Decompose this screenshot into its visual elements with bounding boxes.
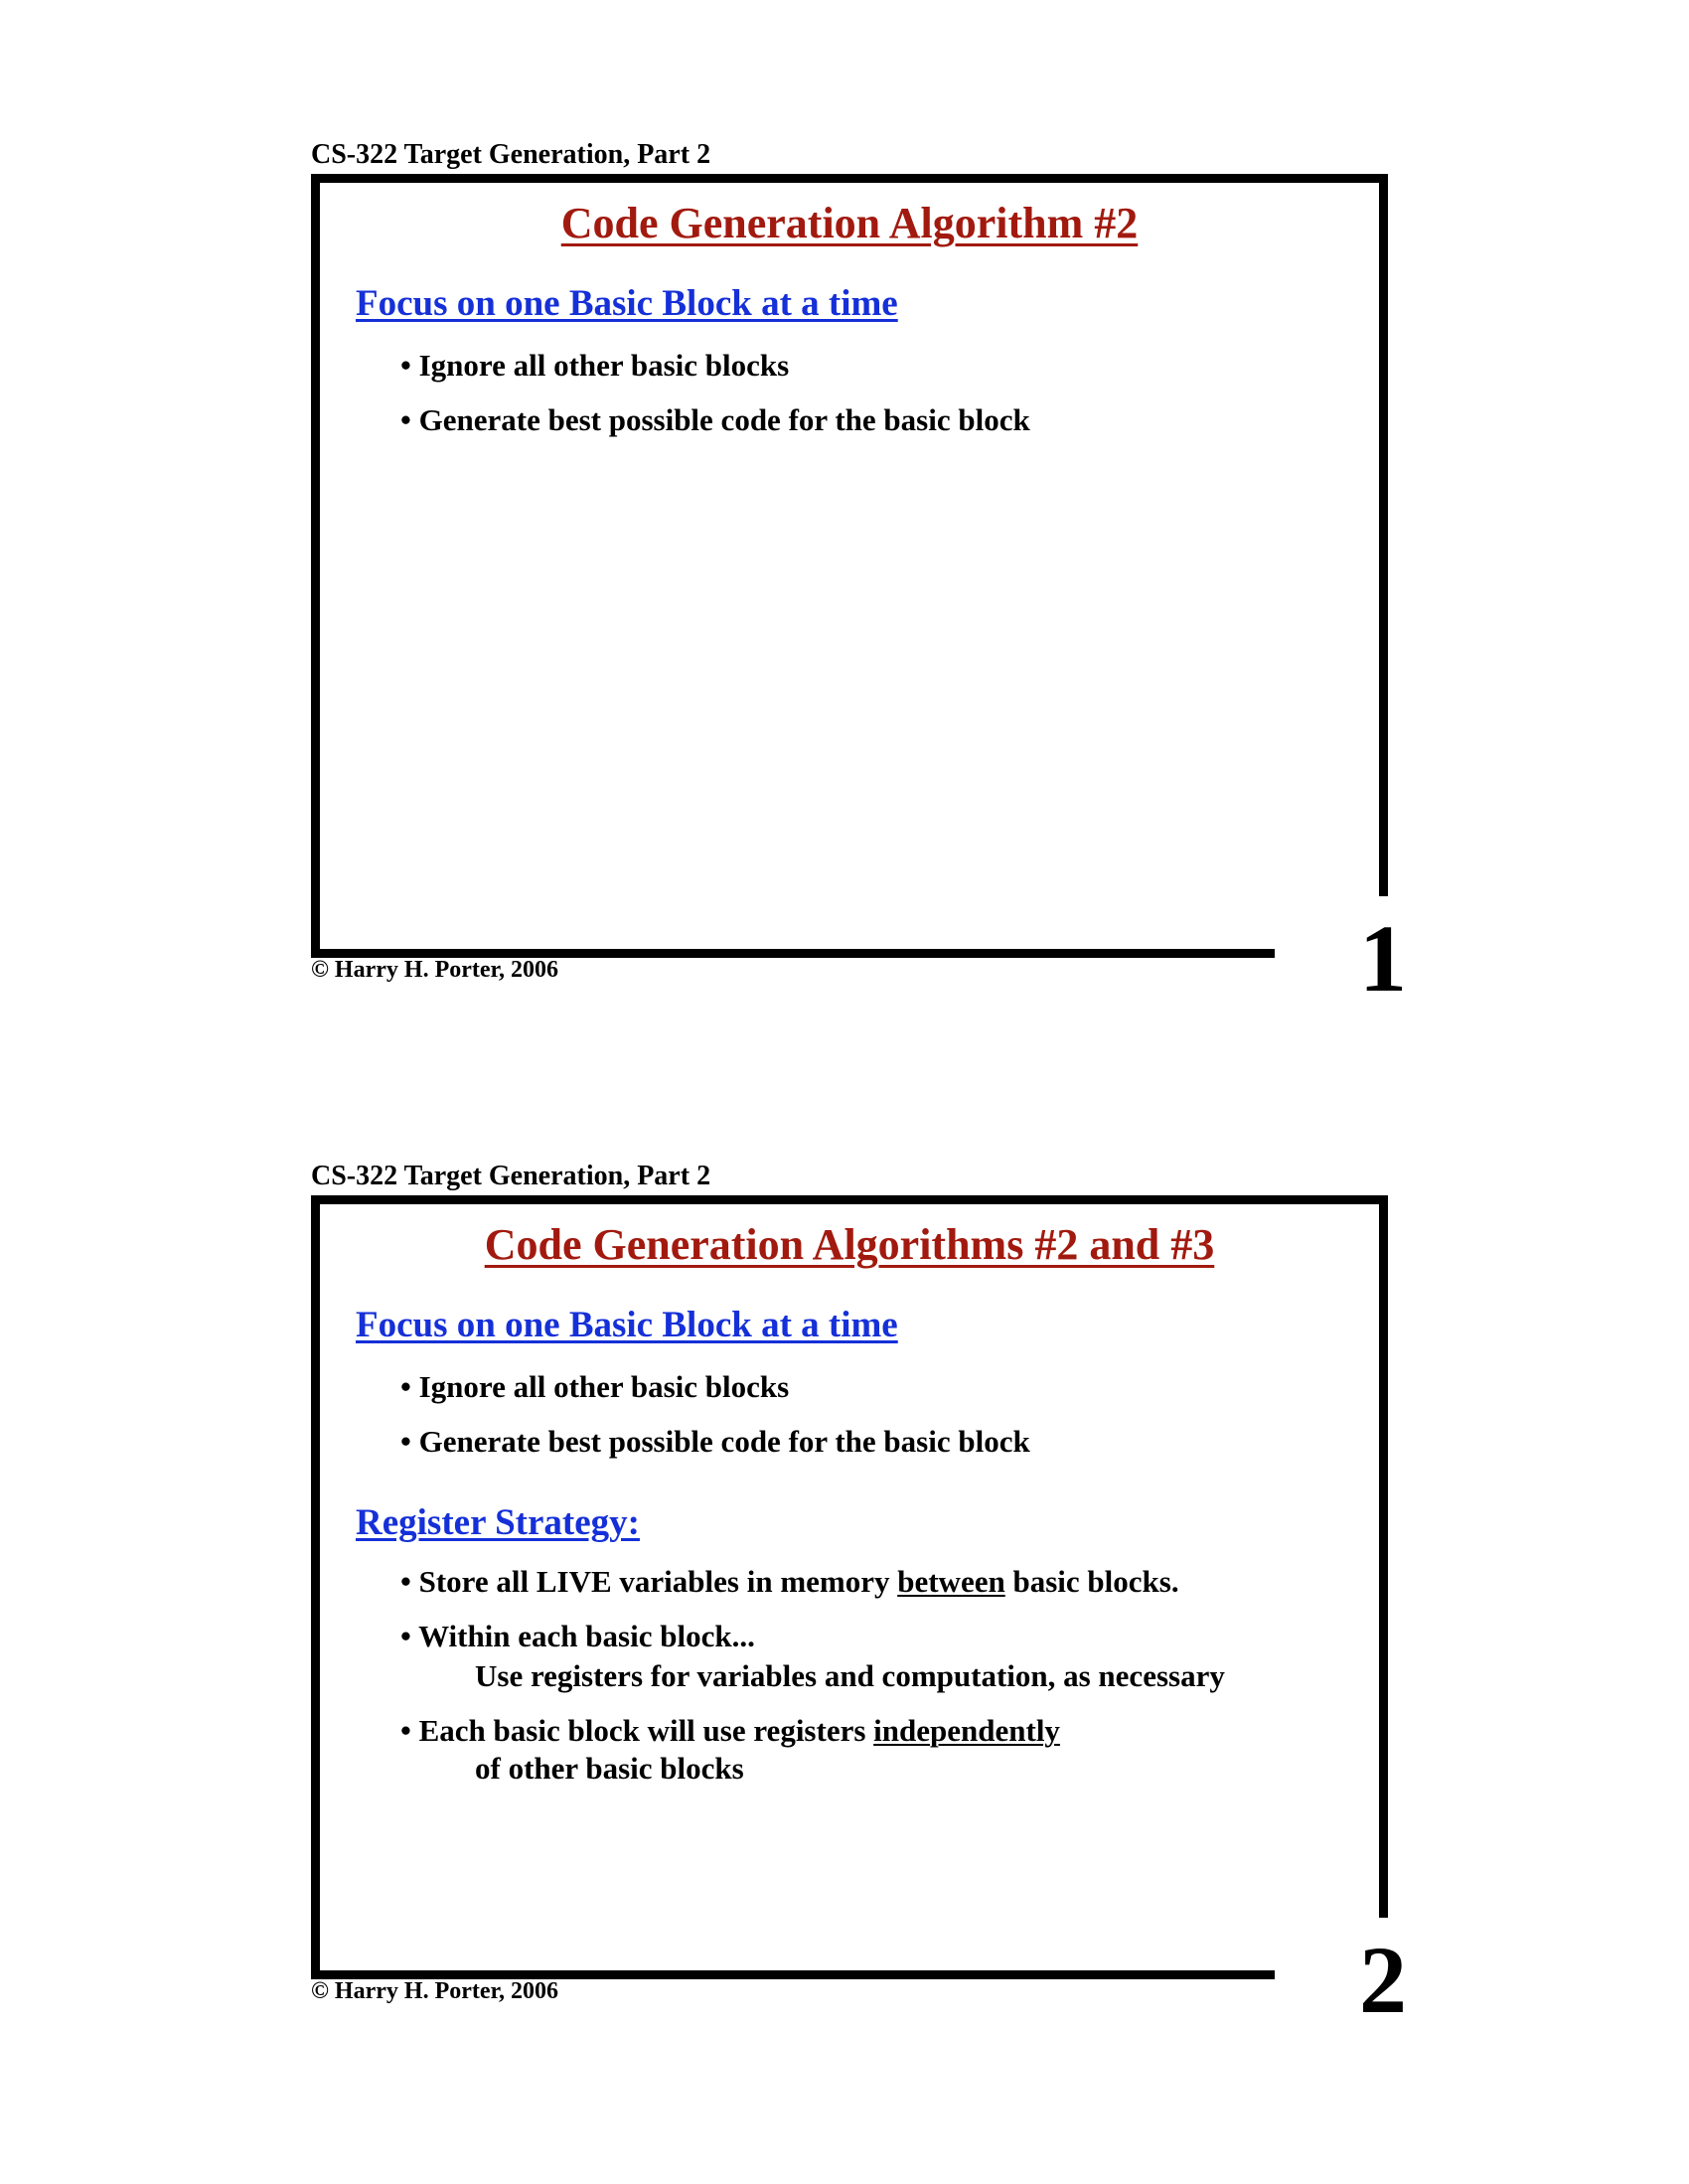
bullet-item [400,1371,789,1402]
frame-right-border [1379,1195,1388,1918]
slide-title-text: Code Generation Algorithm #2 [560,199,1139,247]
bullet-text: Within each basic block... [418,1619,755,1653]
slide-title [311,1220,1388,1269]
bullet-icon: • [400,348,411,383]
bullet-icon: • [400,402,411,437]
slide-title [311,199,1388,247]
bullet-item [400,1621,755,1651]
bullet-item [400,1426,1030,1457]
bullet-text: Each basic block will use registers [418,1713,874,1748]
page-number: 1 [1359,905,1407,1012]
frame-top-border [311,1195,1388,1204]
bullet-icon: • [400,1424,411,1459]
bullet-item [400,1715,1060,1746]
bullet-item [400,404,1030,435]
frame-right-border [1379,174,1388,896]
bullet-text: Store all LIVE variables in memory [418,1564,898,1599]
emphasized-word: independently [873,1713,1060,1748]
slide-title-text: Code Generation Algorithms #2 and #3 [484,1220,1215,1269]
section-heading: Focus on one Basic Block at a time [356,1305,898,1345]
emphasized-word: between [897,1564,1005,1599]
bullet-icon: • [400,1369,411,1404]
bullet-continuation: of other basic blocks [475,1751,744,1786]
bullet-text-tail: basic blocks. [1004,1564,1179,1599]
bullet-icon: • [400,1564,411,1599]
frame-left-border [311,174,320,957]
page-number: 2 [1359,1927,1407,2033]
bullet-text: Ignore all other basic blocks [418,348,790,383]
bullet-text: Generate best possible code for the basic block [418,1424,1030,1459]
slide-footer: © Harry H. Porter, 2006 [311,957,558,983]
frame-top-border [311,174,1388,183]
bullet-text: Generate best possible code for the basic block [418,402,1030,437]
bullet-item [400,350,789,381]
section-heading: Focus on one Basic Block at a time [356,283,898,324]
bullet-icon: • [400,1713,411,1748]
slide-header: CS-322 Target Generation, Part 2 [311,139,711,170]
section-heading-register-strategy: Register Strategy: [356,1502,640,1543]
slide-footer: © Harry H. Porter, 2006 [311,1978,558,2004]
bullet-item [400,1566,1179,1597]
bullet-icon: • [400,1619,411,1653]
slide-header: CS-322 Target Generation, Part 2 [311,1161,711,1191]
bullet-text: Ignore all other basic blocks [418,1369,790,1404]
frame-left-border [311,1195,320,1979]
bullet-continuation: Use registers for variables and computation, as necessary [475,1658,1225,1693]
